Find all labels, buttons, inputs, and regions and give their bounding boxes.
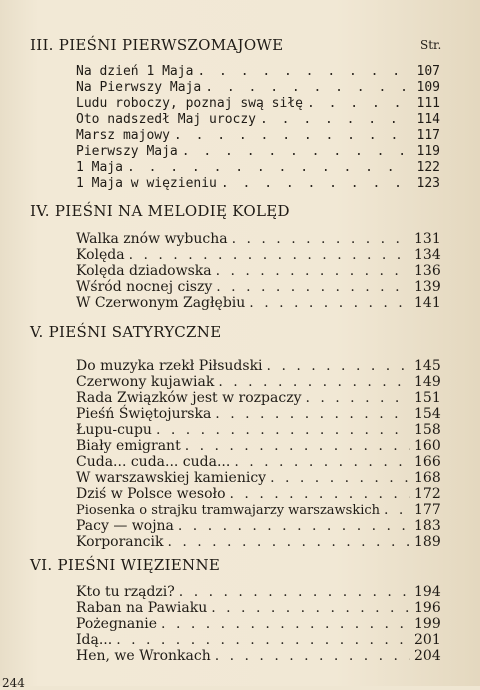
- toc-entry: [76, 648, 440, 664]
- toc-entry: [76, 584, 440, 600]
- entry-list: [76, 584, 440, 664]
- entry-title: Pożegnanie: [76, 616, 158, 632]
- entry-page: 109: [416, 80, 440, 95]
- entry-title: Pierwszy Maja: [76, 144, 178, 159]
- entry-page: 158: [414, 422, 441, 438]
- entry-title: Kolęda dziadowska: [76, 263, 212, 279]
- section-heading: IV. PIEŚNI NA MELODIĘ KOLĘD: [30, 202, 290, 220]
- leader-dots: [267, 358, 410, 374]
- toc-entry: [76, 616, 440, 632]
- entry-title: Oto nadszedł Maj uroczy: [76, 112, 257, 127]
- leader-dots: [216, 279, 410, 295]
- page-column-label: Str.: [420, 38, 442, 52]
- entry-page: 149: [414, 374, 441, 390]
- toc-entry: [76, 454, 440, 470]
- entry-page: 151: [414, 390, 441, 406]
- entry-list: [76, 358, 440, 550]
- toc-entry: [76, 486, 440, 502]
- entry-page: 122: [416, 160, 440, 175]
- leader-dots: [230, 486, 410, 502]
- toc-entry: [76, 518, 440, 534]
- toc-entry: [76, 231, 440, 247]
- toc-entry: [76, 80, 440, 96]
- entry-title: Biały emigrant: [76, 438, 181, 454]
- entry-title: Na Pierwszy Maja: [76, 80, 202, 95]
- section-heading: III. PIEŚNI PIERWSZOMAJOWE: [30, 36, 284, 54]
- toc-entry: [76, 390, 440, 406]
- leader-dots: [161, 616, 410, 632]
- leader-dots: [129, 247, 410, 263]
- entry-page: 177: [414, 502, 441, 518]
- entry-title: Pacy — wojna: [76, 518, 174, 534]
- toc-entry: [76, 470, 440, 486]
- toc-entry: [76, 502, 440, 518]
- toc-entry: [76, 160, 440, 176]
- entry-page: 114: [416, 112, 440, 127]
- toc-entry: [76, 176, 440, 192]
- toc-entry: [76, 64, 440, 80]
- entry-list: [76, 231, 440, 311]
- leader-dots: [234, 454, 410, 470]
- toc-entry: [76, 534, 440, 550]
- toc-entry: [76, 358, 440, 374]
- entry-page: 189: [414, 534, 441, 550]
- entry-title: Wśród nocnej ciszy: [76, 279, 213, 295]
- entry-page: 168: [414, 470, 441, 486]
- section-heading: V. PIEŚNI SATYRYCZNE: [30, 323, 222, 341]
- entry-title: 1 Maja: [76, 160, 123, 175]
- entry-page: 136: [414, 263, 441, 279]
- leader-dots: [215, 406, 410, 422]
- toc-entry: [76, 632, 440, 648]
- toc-entry: [76, 422, 440, 438]
- entry-page: 154: [414, 406, 441, 422]
- entry-title: Czerwony kujawiak: [76, 374, 215, 390]
- entry-title: Idą...: [76, 632, 113, 648]
- leader-dots: [216, 263, 410, 279]
- leader-dots: [197, 64, 410, 80]
- leader-dots: [232, 231, 410, 247]
- entry-title: Walka znów wybucha: [76, 231, 228, 247]
- entry-page: 166: [414, 454, 441, 470]
- entry-page: 141: [414, 295, 441, 311]
- entry-title: Do muzyka rzekł Piłsudski: [76, 358, 263, 374]
- toc-entry: [76, 128, 440, 144]
- leader-dots: [270, 470, 410, 486]
- leader-dots: [167, 534, 410, 550]
- entry-page: 194: [414, 584, 441, 600]
- entry-title: Piosenka o strajku tramwajarzy warszawskich: [76, 503, 381, 518]
- leader-dots: [182, 144, 410, 160]
- entry-title: Kto tu rządzi?: [76, 584, 175, 600]
- entry-title: W Czerwonym Zagłębiu: [76, 295, 246, 311]
- leader-dots: [218, 374, 410, 390]
- leader-dots: [185, 438, 410, 454]
- leader-dots: [205, 80, 410, 96]
- entry-page: 199: [414, 616, 441, 632]
- entry-page: 117: [416, 128, 440, 143]
- entry-title: Rada Związków jest w rozpaczy: [76, 390, 302, 406]
- entry-title: Marsz majowy: [76, 128, 170, 143]
- entry-page: 139: [414, 279, 441, 295]
- leader-dots: [116, 632, 410, 648]
- entry-title: Hen, we Wronkach: [76, 648, 211, 664]
- leader-dots: [384, 502, 410, 518]
- leader-dots: [156, 422, 410, 438]
- entry-title: Raban na Pawiaku: [76, 600, 208, 616]
- entry-page: 123: [416, 176, 440, 191]
- entry-list: [76, 64, 440, 192]
- toc-entry: [76, 295, 440, 311]
- entry-title: Cuda... cuda... cuda...: [76, 454, 231, 470]
- leader-dots: [249, 295, 410, 311]
- leader-dots: [178, 518, 410, 534]
- toc-entry: [76, 406, 440, 422]
- toc-entry: [76, 263, 440, 279]
- entry-page: 196: [414, 600, 441, 616]
- toc-entry: [76, 374, 440, 390]
- leader-dots: [305, 390, 410, 406]
- leader-dots: [179, 584, 410, 600]
- entry-page: 201: [414, 632, 441, 648]
- toc-entry: [76, 144, 440, 160]
- entry-page: 134: [414, 247, 441, 263]
- entry-title: Łupu-cupu: [76, 422, 152, 438]
- toc-entry: [76, 438, 440, 454]
- entry-title: Na dzień 1 Maja: [76, 64, 194, 79]
- entry-page: 183: [414, 518, 441, 534]
- toc-entry: [76, 96, 440, 112]
- toc-entry: [76, 112, 440, 128]
- entry-page: 107: [416, 64, 440, 79]
- entry-page: 131: [414, 231, 441, 247]
- leader-dots: [260, 112, 410, 128]
- leader-dots: [221, 176, 410, 192]
- entry-page: 111: [416, 96, 440, 111]
- entry-title: Dziś w Polsce wesoło: [76, 486, 226, 502]
- entry-page: 160: [414, 438, 441, 454]
- toc-entry: [76, 279, 440, 295]
- entry-page: 119: [416, 144, 440, 159]
- entry-title: Pieśń Świętojurska: [76, 406, 212, 422]
- page-number: 244: [2, 676, 25, 690]
- leader-dots: [174, 128, 410, 144]
- toc-entry: [76, 247, 440, 263]
- section-heading: VI. PIEŚNI WIĘZIENNE: [30, 556, 221, 574]
- entry-title: W warszawskiej kamienicy: [76, 470, 267, 486]
- entry-title: Ludu roboczy, poznaj swą siłę: [76, 96, 303, 111]
- toc-entry: [76, 600, 440, 616]
- entry-title: 1 Maja w więzieniu: [76, 176, 217, 191]
- entry-page: 172: [414, 486, 441, 502]
- entry-title: Kolęda: [76, 247, 125, 263]
- leader-dots: [211, 600, 410, 616]
- entry-page: 145: [414, 358, 441, 374]
- entry-title: Korporancik: [76, 534, 164, 550]
- leader-dots: [127, 160, 410, 176]
- entry-page: 204: [414, 648, 441, 664]
- leader-dots: [307, 96, 410, 112]
- leader-dots: [215, 648, 410, 664]
